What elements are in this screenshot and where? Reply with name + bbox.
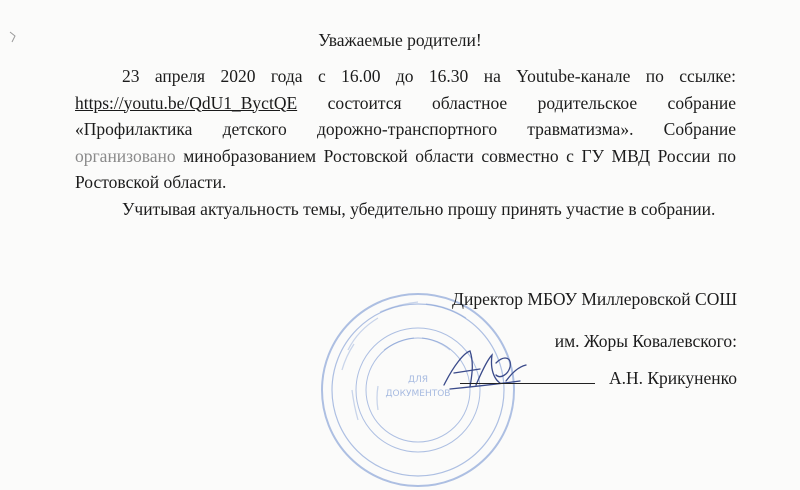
- letter-paragraph-1: [75, 63, 736, 196]
- paragraph-1-text-start: 23 апреля 2020 года с 16.00 до 16.30 на Youtube-канале по ссылке:: [122, 66, 736, 86]
- signature-name-line: [460, 367, 737, 389]
- paragraph-1-text-middle: состоится областное родительское собрание «Профилактика детского дорожно-транспортного травматизма». Собрание: [75, 92, 736, 139]
- signatory-name: А.Н. Крикуненко: [608, 368, 737, 388]
- paragraph-1-text-end: минобразованием Ростовской области совместно с ГУ МВД России по Ростовской области.: [75, 145, 736, 192]
- letter-title: Уважаемые родители!: [318, 30, 482, 50]
- signature-school: им. Жоры Ковалевского:: [554, 331, 737, 351]
- signature-underline: [460, 367, 595, 384]
- paragraph-1-faded-word: организовано: [75, 145, 176, 166]
- stamp-text-2: ДОКУМЕНТОВ: [385, 389, 451, 399]
- youtube-link[interactable]: https://youtu.be/QdU1_ByctQE: [75, 92, 298, 113]
- stamp-text-1: ДЛЯ: [407, 375, 429, 385]
- signature-position: Директор МБОУ Миллеровской СОШ: [452, 289, 737, 309]
- letter-paragraph-2: Учитывая актуальность темы, убедительно прошу принять участие в собрании.: [122, 199, 716, 219]
